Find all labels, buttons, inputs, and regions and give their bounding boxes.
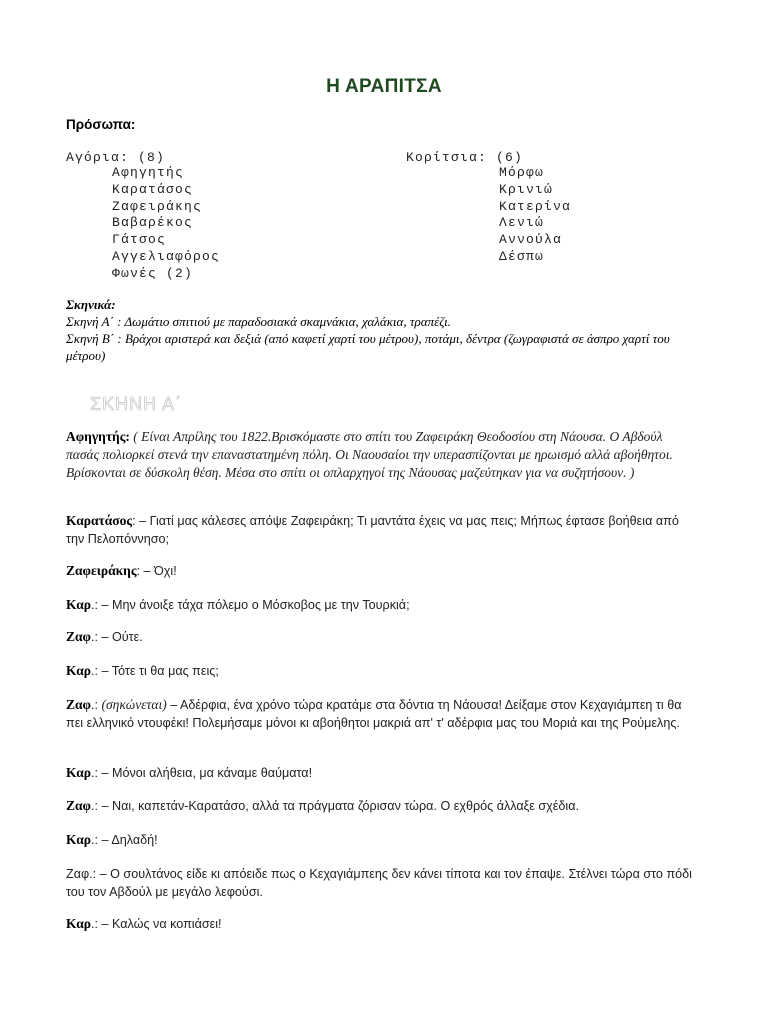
dialogue-line <box>66 797 696 815</box>
dialogue-narrator <box>66 428 696 482</box>
scene-heading: ΣΚΗΝΗ Α΄ <box>90 394 183 414</box>
cast-member: Δέσπω <box>499 248 545 264</box>
dialogue-text: : – Όχι! <box>136 564 177 578</box>
cast-member: Κατερίνα <box>499 198 572 214</box>
dialogue-text: .: – Μόνοι αλήθεια, μα κάναμε θαύματα! <box>91 766 313 780</box>
dialogue-line <box>66 512 696 548</box>
dialogue-text: .: – Ναι, καπετάν-Καρατάσο, αλλά τα πράγματα ζόρισαν τώρα. Ο εχθρός άλλαξε σχέδια. <box>90 799 579 813</box>
sets-label: Σκηνικά: <box>66 297 116 312</box>
dialogue-text: .: – Τότε τι θα μας πεις; <box>91 664 219 678</box>
speaker-name: Καρ <box>66 597 92 612</box>
dialogue-text: ( Είναι Απρίλης του 1822.Βρισκόμαστε στο σπίτι του Ζαφειράκη Θεοδοσίου στη Νάουσα. Ο Αβδούλ πασάς πολιορκεί στενά την επαναστατημένη πόλη. Οι Ναουσαίοι την υπερασπίζονται με ηρωισμό αλλά αβοήθητοι. Βρίσκονται σε δύσκολη θέση. Μέσα στο σπίτι οι οπλαρχηγοί της Νάουσας μαζεύτηκαν για να συζητήσουν. ) <box>66 429 673 480</box>
dialogue-line <box>66 831 696 849</box>
dialogue-line <box>66 628 696 646</box>
dialogue-line <box>66 915 696 933</box>
dialogue-text: .: – Ούτε. <box>90 630 143 644</box>
cast-member: Βαβαρέκος <box>112 215 194 231</box>
scene-a-description: Σκηνή Α΄ : Δωμάτιο σπιτιού με παραδοσιακά σκαμνάκια, χαλάκια, τραπέζι. <box>66 314 451 329</box>
cast-member: Αγγελιαφόρος <box>112 248 221 264</box>
dialogue-text: Ζαφ.: – Ο σουλτάνος είδε κι απόειδε πως ο Κεχαγιάμπεης δεν κάνει τίποτα και τον έπαψε. Στέλνει τώρα στο πόδι του τον Αβδούλ με μεγάλο λεφούσι. <box>66 867 692 899</box>
sets-section <box>66 296 706 364</box>
speaker-name: Καρατάσος <box>66 513 133 528</box>
dialogue-text: .: – Μην άνοιξε τάχα πόλεμο ο Μόσκοβος με την Τουρκιά; <box>91 598 410 612</box>
speaker-name: Καρ <box>66 765 92 780</box>
cast-member: Ζαφειράκης <box>112 198 203 214</box>
cast-heading: Πρόσωπα: <box>66 117 136 132</box>
dialogue-text: .: – Καλώς να κοπιάσει! <box>91 917 222 931</box>
dialogue-line <box>66 662 696 680</box>
cast-member: Καρατάσος <box>112 181 194 197</box>
stage-direction: (σηκώνεται) <box>101 697 167 712</box>
play-title: Η ΑΡΑΠΙΤΣΑ <box>326 76 442 97</box>
dialogue-text: – Αδέρφια, ένα χρόνο τώρα κρατάμε στα δόντια τη Νάουσα! Δείξαμε στον Κεχαγιάμπεη τι θα πει ελληνικό ντουφέκι! Πολεμήσαμε μόνοι κι αβοήθητοι μακριά απ' τ' αδέρφια μας του Μοριά και της Ρούμελης. <box>66 698 682 730</box>
cast-member: Φωνές (2) <box>112 265 194 281</box>
cast-member: Μόρφω <box>499 165 545 180</box>
dialogue-line <box>66 764 696 782</box>
dialogue-punct: .: <box>90 698 102 712</box>
scene-b-description: Σκηνή Β΄ : Βράχοι αριστερά και δεξιά (από καφετί χαρτί του μέτρου), ποτάμι, δέντρα (ζωγραφιστά σε άσπρο χαρτί του μέτρου) <box>66 331 670 363</box>
speaker-name: Καρ <box>66 663 92 678</box>
cast-member: Λενιώ <box>499 215 545 231</box>
dialogue-line <box>66 562 696 580</box>
speaker-name: Ζαφ <box>66 697 91 712</box>
cast-member: Αφηγητής <box>112 165 185 180</box>
girls-list <box>499 165 571 266</box>
speaker-name: Καρ <box>66 916 92 931</box>
speaker-name: Αφηγητής: <box>66 429 130 444</box>
speaker-name: Καρ <box>66 832 92 847</box>
boys-label: Αγόρια: (8) <box>66 150 166 165</box>
boys-list <box>112 165 220 283</box>
speaker-name: Ζαφειράκης <box>66 563 137 578</box>
dialogue-text: : – Γιατί μας κάλεσες απόψε Ζαφειράκη; Τι μαντάτα έχεις να μας πεις; Μήπως έφτασε βοήθεια από την Πελοπόννησο; <box>66 514 679 546</box>
dialogue-text: .: – Δηλαδή! <box>91 833 158 847</box>
speaker-name: Ζαφ <box>66 629 91 644</box>
cast-member: Γάτσος <box>112 232 167 248</box>
girls-label: Κορίτσια: (6) <box>406 150 524 165</box>
dialogue-line <box>66 696 696 732</box>
cast-member: Κρινιώ <box>499 181 554 197</box>
dialogue-line <box>66 596 696 614</box>
speaker-name: Ζαφ <box>66 798 91 813</box>
cast-member: Αννούλα <box>499 232 563 248</box>
dialogue-line <box>66 865 696 901</box>
